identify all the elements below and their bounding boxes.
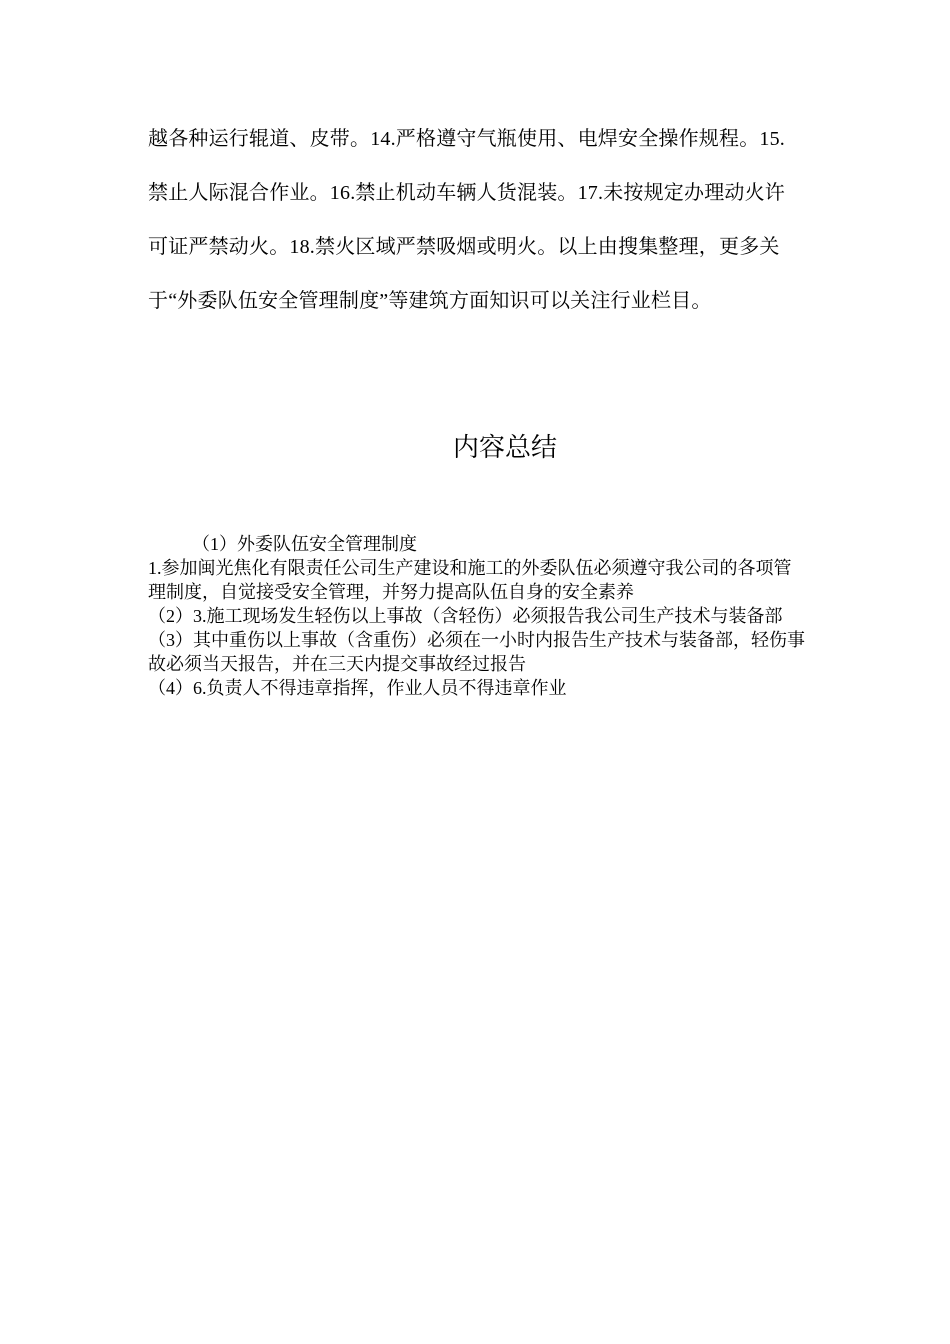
summary-item-2: （2）3.施工现场发生轻伤以上事故（含轻伤）必须报告我公司生产技术与装备部 [148, 606, 783, 626]
summary-item-4: （4）6.负责人不得违章指挥，作业人员不得违章作业 [148, 678, 567, 698]
summary-item-3: （3）其中重伤以上事故（含重伤）必须在一小时内报告生产技术与装备部，轻伤事故必须当天报告，并在三天内提交事故经过报告 [148, 630, 805, 674]
summary-heading: （1）外委队伍安全管理制度 [192, 534, 417, 554]
body-paragraph: 越各种运行辊道、皮带。14.严格遵守气瓶使用、电焊安全操作规程。15.禁止人际混合作业。16.禁止机动车辆人货混装。17.未按规定办理动火许可证严禁动火。18.禁火区域严禁吸烟或明火。以上由搜集整理，更多关于“外委队伍安全管理制度”等建筑方面知识可以关注行业栏目。 [148, 128, 785, 312]
summary-title: 内容总结 [452, 433, 557, 462]
summary-section [148, 532, 808, 700]
summary-item-1: 1.参加闽光焦化有限责任公司生产建设和施工的外委队伍必须遵守我公司的各项管理制度，自觉接受安全管理，并努力提高队伍自身的安全素养 [148, 558, 792, 602]
